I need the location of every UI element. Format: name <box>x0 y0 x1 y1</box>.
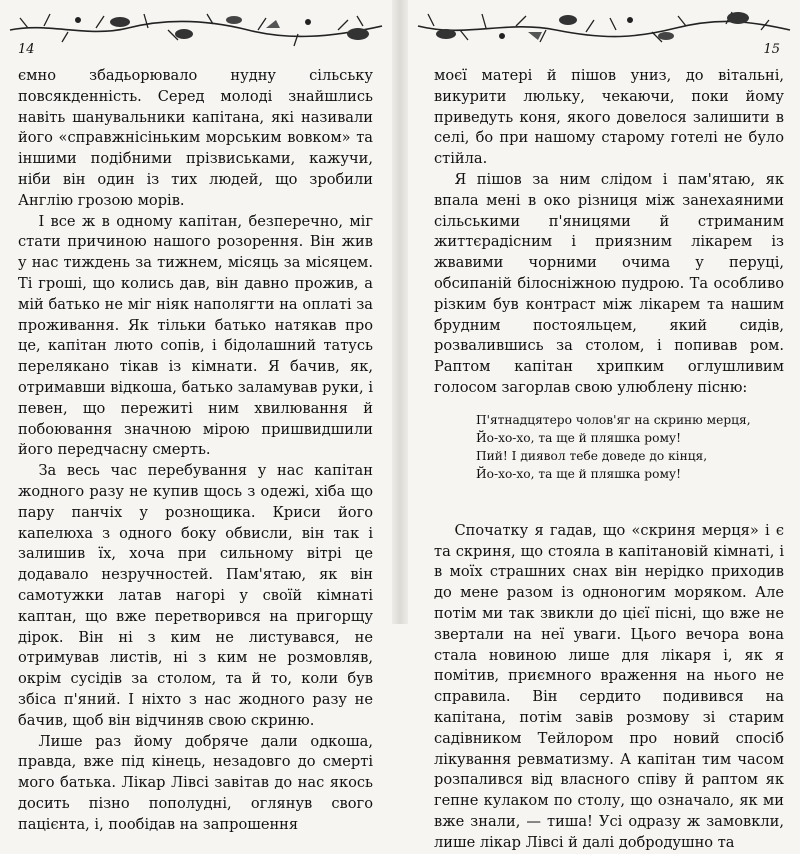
song-line: П'ятнадцятеро чолов'яг на скриню мерця, <box>476 412 751 427</box>
song-verse <box>476 411 784 483</box>
page-number: 15 <box>763 42 780 57</box>
right-page <box>408 0 800 851</box>
paragraph: Лише раз йому добряче дали одкоша, правда, вже під кінець, незадовго до смерті мого батька. Лікар Лівсі завітав до нас якось досить пізно пополудні, оглянув свого пацієнта, і, пообідав на запрошення <box>18 732 373 833</box>
book-gutter <box>392 0 408 624</box>
left-page <box>0 0 392 833</box>
page-number: 14 <box>18 42 35 57</box>
song-line: Пий! І дияв​ол тебе доведе до кінця, <box>476 448 708 463</box>
paragraph: Спочатку я гадав, що «скриня мерця» і є та скриня, що стояла в капітановій кімнаті, і в моїх страшних снах він нерідко приходив до мене разом із одноногим моряком. Але потім ми так звикли до цієї пісні, що вже не звертали на неї уваги. Цього вечора вона стала новиною лише для лікаря і, як я помітив, приємного враження на нього не справила. Він сердито подивився на капітана, потім завів розмову зі старим садівником Тейлором про новий спосіб лікування ревматизму. А капітан тим часом розпалився від власного співу й раптом як гепне кулаком по столу, що означало, як ми вже знали, — тиша! Усі одразу ж замовкли, лише лікар Лівсі й далі добродушно та <box>434 521 784 851</box>
paragraph: ємно збадьорювало нудну сільську повсякденність. Серед молоді знайшлись навіть шанувальники капітана, які називали його «справжнісіньким морським вовком» та іншими подібними прізвиськами, кажучи, ніби він один із тих людей, що зробили Англію грозою морів. <box>18 67 373 209</box>
left-page-text <box>18 66 373 835</box>
song-line: Йо-хо-хо, та ще й пляшка рому! <box>476 466 681 481</box>
floral-header-ornament-right <box>416 8 792 50</box>
song-line: Йо-хо-хо, та ще й пляшка рому! <box>476 430 681 445</box>
floral-header-ornament-left <box>8 8 384 50</box>
paragraph: І все ж в одному капітан, безперечно, міг стати причиною нашого розорення. Він жив у нас тиждень за тижнем, місяць за місяцем. Ті гроші, що колись дав, він давно прожив, а мій батько не міг ніяк наполягти на оплаті за проживання. Як тільки батько натякав про це, капітан люто сопів, і бідолашний татусь перелякано тікав із кімнати. Я бачив, як, отримавши відкоша, батько заламував руки, і певен, що пережиті ним хвилювання й побоювання значною мірою пришвидшили його передчасну смерть. <box>18 212 373 459</box>
paragraph: моєї матері й пішов униз, до вітальні, викурити люльку, чекаючи, поки йому приведуть коня, якого довелося залишити в селі, бо при нашому старому готелі не було стійла. <box>434 67 784 168</box>
paragraph: Я пішов за ним слідом і пам'ятаю, як впала мені в око різниця між занехаяними сільськими п'яницями й стриманим життєрадісним і приязним лікарем із жвавими чорними очима у перуці, обсипаній білосніжною пудрою. Та особливо різким був контраст між лікарем та нашим брудним постояльцем, який сидів, розвалившись за столом, і попивав ром. Раптом капітан хрипким оглушливим голосом загорлав свою улюблену пісню: <box>434 170 784 396</box>
paragraph: За весь час перебування у нас капітан жодного разу не купив щось з одежі, хіба що пару панчіх у рознощика. Криси його капелюха з одного боку обвисли, він так і залишив їх, хоча при сильному вітрі це додавало незручностей. Пам'ятаю, як він самотужки латав нагорі у своїй кімнаті каптан, що вже перетворився на пригорщу дірок. Він ні з ким не листувався, не отримував листів, ні з ким не розмовляв, окрім сусідів за столом, та й то, коли був збіса п'яний. І ніхто з нас жодного разу не бачив, щоб він відчиняв свою скриню. <box>18 462 373 729</box>
right-page-text <box>434 66 784 854</box>
